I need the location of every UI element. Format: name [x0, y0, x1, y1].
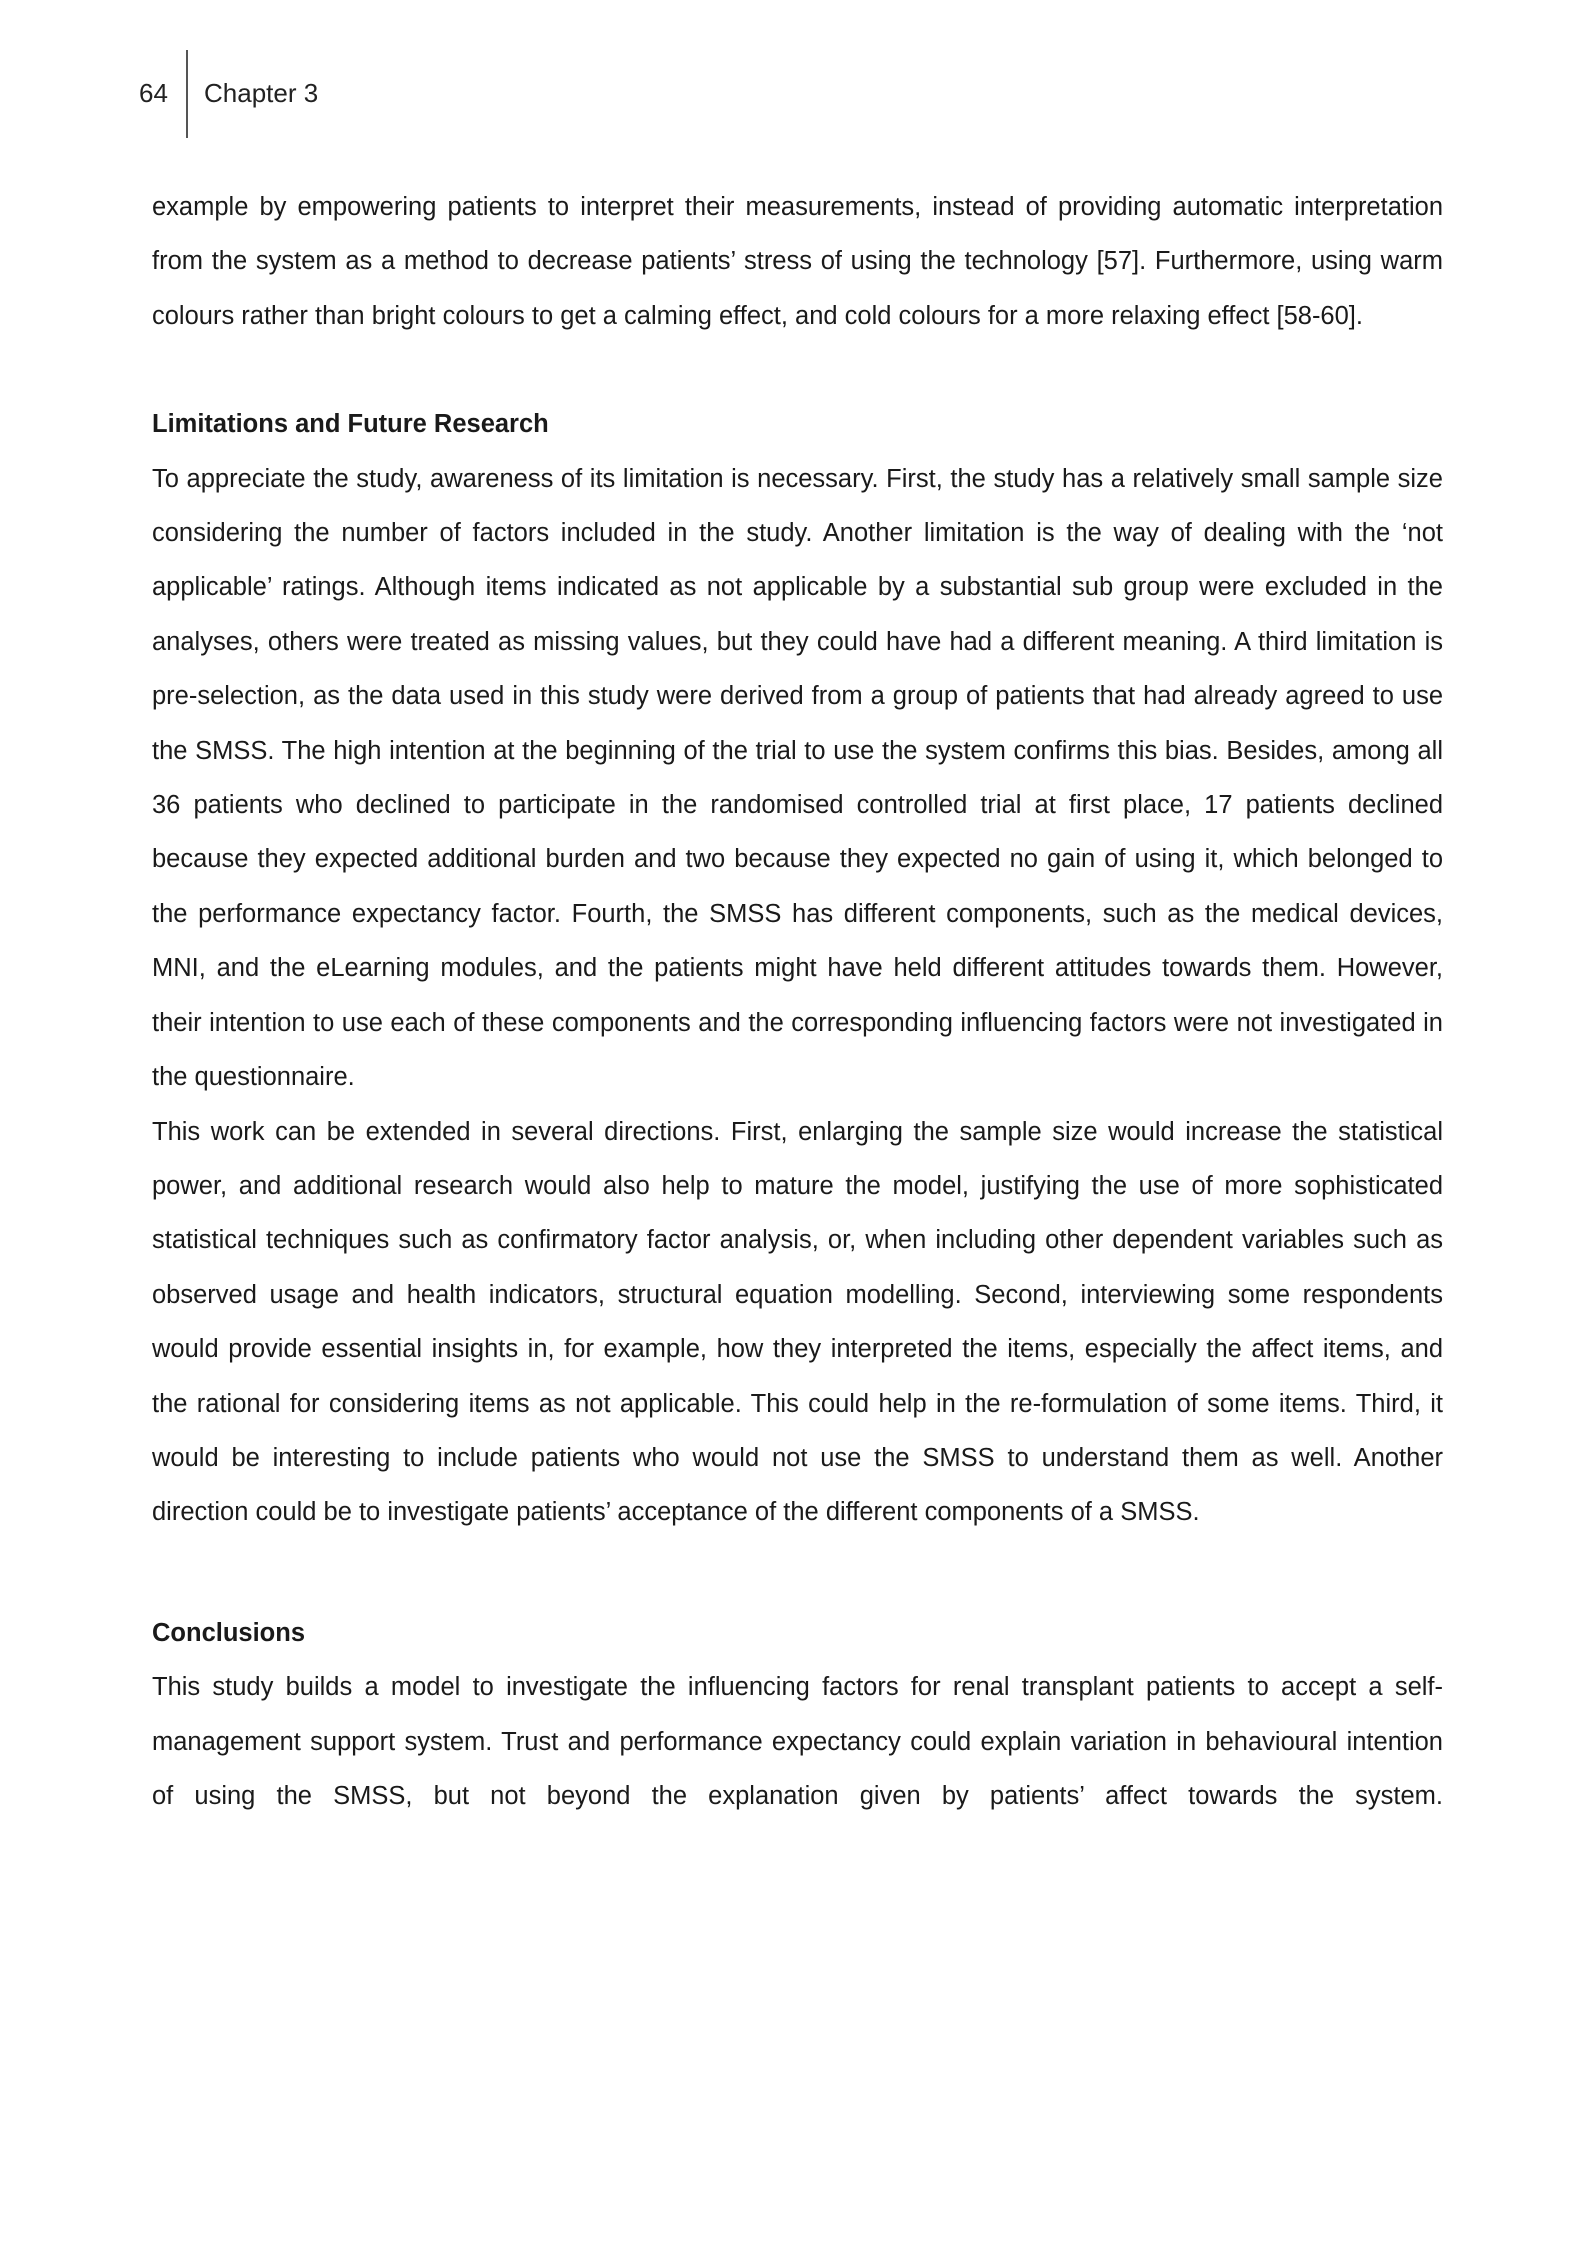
conclusions-heading: Conclusions	[152, 1618, 306, 1647]
page-body	[152, 180, 1443, 1823]
limitations-heading: Limitations and Future Research	[152, 410, 549, 439]
running-header	[0, 50, 1594, 140]
chapter-label: Chapter 3	[204, 78, 319, 108]
page-number: 64	[139, 78, 168, 108]
intro-paragraph: example by empowering patients to interpret their measurements, instead of providing automatic interpretation from the system as a method to decrease patients’ stress of using the technology [57]. Furthermore, using warm colours rather than bright colours to get a calming effect, and cold colours for a more relaxing effect [58-60].	[152, 193, 1443, 330]
conclusions-paragraph: This study builds a model to investigate the influencing factors for renal transplant patients to accept a self-management support system. Trust and performance expectancy could explain variation in behavioural intention of using the SMSS, but not beyond the explanation given by patients’ affect towards the system.	[152, 1673, 1443, 1810]
future-research-paragraph: This work can be extended in several directions. First, enlarging the sample size would increase the statistical power, and additional research would also help to mature the model, justifying the use of more sophisticated statistical techniques such as confirmatory factor analysis, or, when including other dependent variables such as observed usage and health indicators, structural equation modelling. Second, interviewing some respondents would provide essential insights in, for example, how they interpreted the items, especially the affect items, and the rational for considering items as not applicable. This could help in the re-formulation of some items. Third, it would be interesting to include patients who would not use the SMSS to understand them as well. Another direction could be to investigate patients’ acceptance of the different components of a SMSS.	[152, 1117, 1443, 1527]
limitations-paragraph: To appreciate the study, awareness of its limitation is necessary. First, the study has a relatively small sample size considering the number of factors included in the study. Another limitation is the way of dealing with the ‘not applicable’ ratings. Although items indicated as not applicable by a substantial sub group were excluded in the analyses, others were treated as missing values, but they could have had a different meaning. A third limitation is pre-selection, as the data used in this study were derived from a group of patients that had already agreed to use the SMSS. The high intention at the beginning of the trial to use the system confirms this bias. Besides, among all 36 patients who declined to participate in the randomised controlled trial at first place, 17 patients declined because they expected additional burden and two because they expected no gain of using it, which belonged to the performance expectancy factor. Fourth, the SMSS has different components, such as the medical devices, MNI, and the eLearning modules, and the patients might have held different attitudes towards them. However, their intention to use each of these components and the corresponding influencing factors were not investigated in the questionnaire.	[152, 464, 1443, 1092]
header-divider	[186, 50, 188, 138]
